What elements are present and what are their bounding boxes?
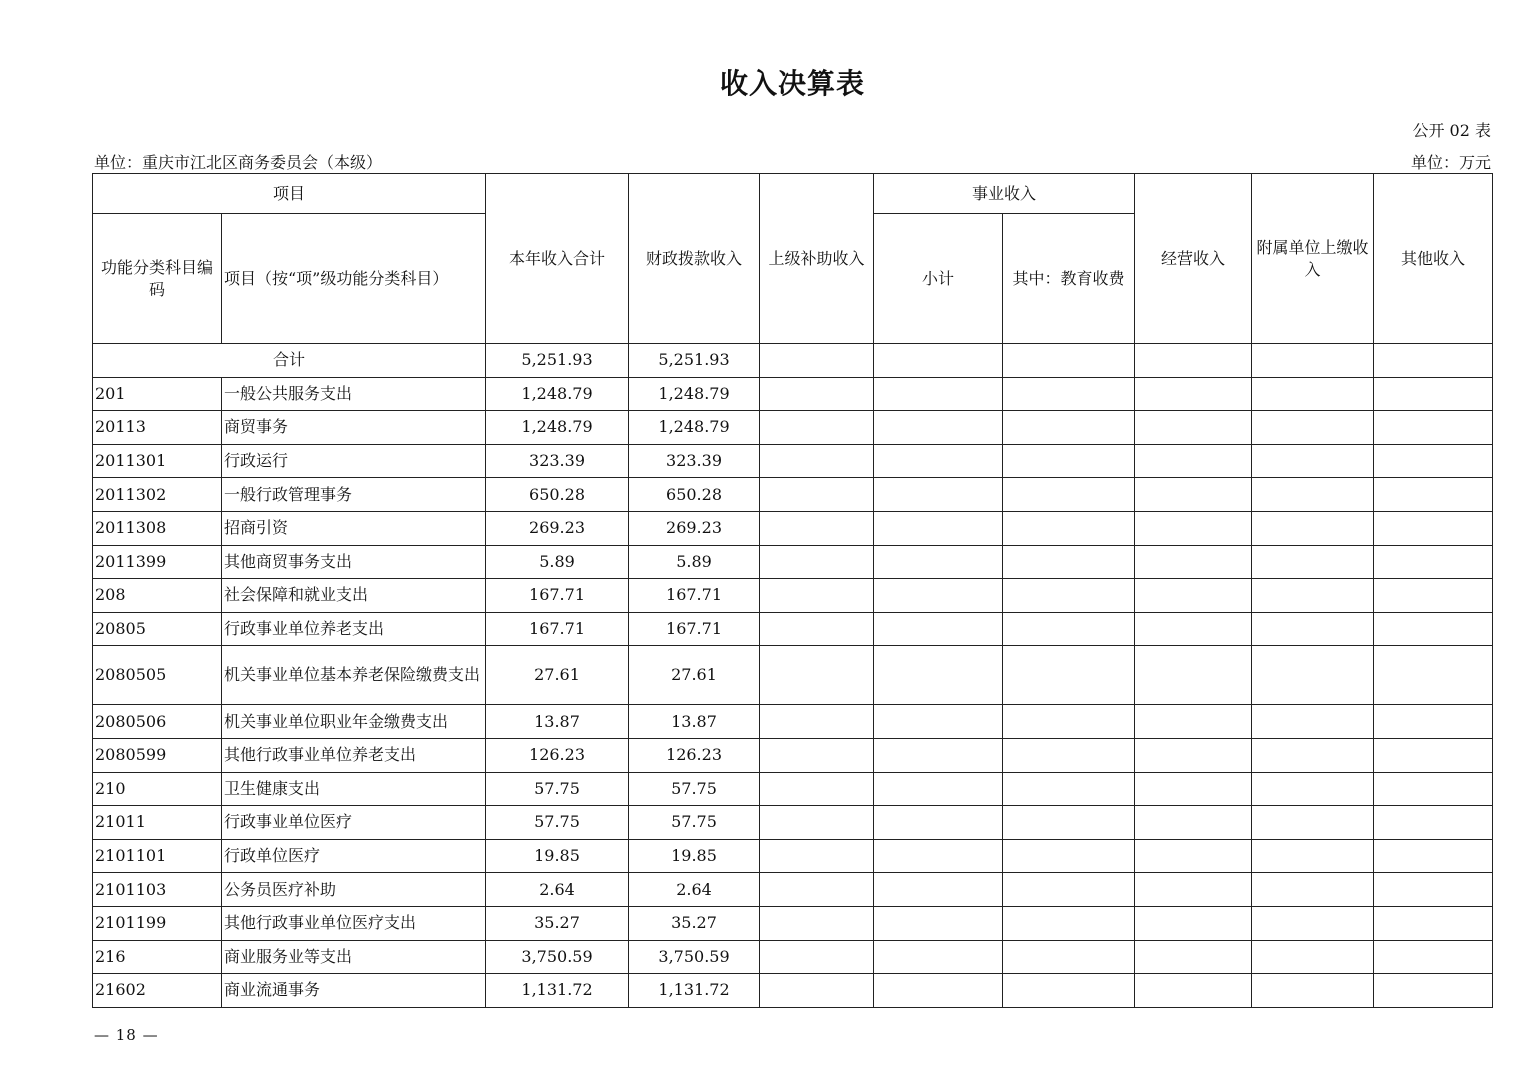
row-name: 机关事业单位职业年金缴费支出 (222, 705, 486, 739)
empty-cell (1374, 940, 1493, 974)
empty-cell (1252, 612, 1374, 646)
row-total: 13.87 (486, 705, 629, 739)
row-code: 20805 (93, 612, 222, 646)
empty-cell (1252, 873, 1374, 907)
empty-cell (1135, 806, 1252, 840)
empty-cell (760, 579, 874, 613)
empty-cell (1003, 906, 1135, 940)
unit-currency: 单位：万元 (1410, 153, 1491, 172)
row-total: 167.71 (486, 579, 629, 613)
empty-cell (1252, 579, 1374, 613)
total-amount: 5,251.93 (486, 344, 629, 378)
row-name: 社会保障和就业支出 (222, 579, 486, 613)
empty-cell (760, 772, 874, 806)
empty-cell (1003, 839, 1135, 873)
row-fiscal: 57.75 (629, 806, 760, 840)
row-fiscal: 323.39 (629, 444, 760, 478)
empty-cell (1252, 705, 1374, 739)
row-code: 2101101 (93, 839, 222, 873)
empty-cell (1252, 772, 1374, 806)
empty-cell (874, 511, 1003, 545)
row-total: 27.61 (486, 646, 629, 705)
row-name: 一般公共服务支出 (222, 377, 486, 411)
row-name: 招商引资 (222, 511, 486, 545)
empty-cell (1252, 344, 1374, 378)
row-code: 2101199 (93, 906, 222, 940)
empty-cell (1003, 545, 1135, 579)
empty-cell (1252, 411, 1374, 445)
row-fiscal: 126.23 (629, 738, 760, 772)
header-name: 项目（按“项”级功能分类科目） (222, 214, 486, 344)
row-fiscal: 1,248.79 (629, 411, 760, 445)
row-total: 1,131.72 (486, 974, 629, 1008)
empty-cell (1135, 738, 1252, 772)
row-fiscal: 650.28 (629, 478, 760, 512)
row-total: 126.23 (486, 738, 629, 772)
empty-cell (760, 738, 874, 772)
empty-cell (1135, 411, 1252, 445)
empty-cell (1252, 377, 1374, 411)
empty-cell (760, 906, 874, 940)
empty-cell (1003, 705, 1135, 739)
table-row (93, 579, 1493, 613)
row-code: 210 (93, 772, 222, 806)
row-code: 2080506 (93, 705, 222, 739)
empty-cell (1374, 377, 1493, 411)
row-name: 商业流通事务 (222, 974, 486, 1008)
row-fiscal: 5.89 (629, 545, 760, 579)
empty-cell (1374, 873, 1493, 907)
row-code: 2011399 (93, 545, 222, 579)
empty-cell (874, 444, 1003, 478)
empty-cell (1135, 444, 1252, 478)
row-total: 5.89 (486, 545, 629, 579)
row-total: 57.75 (486, 772, 629, 806)
row-total: 167.71 (486, 612, 629, 646)
empty-cell (874, 738, 1003, 772)
empty-cell (1135, 377, 1252, 411)
header-operating: 经营收入 (1135, 174, 1252, 344)
header-subtotal: 小计 (874, 214, 1003, 344)
row-fiscal: 2.64 (629, 873, 760, 907)
empty-cell (874, 344, 1003, 378)
empty-cell (1135, 940, 1252, 974)
empty-cell (1252, 940, 1374, 974)
row-total: 35.27 (486, 906, 629, 940)
table-number: 公开 02 表 (1412, 121, 1491, 140)
row-total: 1,248.79 (486, 411, 629, 445)
row-fiscal: 35.27 (629, 906, 760, 940)
empty-cell (874, 411, 1003, 445)
empty-cell (1003, 806, 1135, 840)
row-fiscal: 167.71 (629, 579, 760, 613)
empty-cell (1003, 738, 1135, 772)
page-number: — 18 — (94, 1026, 159, 1044)
table-body (93, 344, 1493, 1008)
empty-cell (1252, 806, 1374, 840)
empty-cell (1135, 344, 1252, 378)
header-affiliated: 附属单位上缴收入 (1252, 174, 1374, 344)
row-fiscal: 13.87 (629, 705, 760, 739)
empty-cell (1374, 411, 1493, 445)
row-code: 208 (93, 579, 222, 613)
row-name: 商贸事务 (222, 411, 486, 445)
empty-cell (1252, 444, 1374, 478)
empty-cell (1003, 772, 1135, 806)
page-title: 收入决算表 (719, 67, 865, 100)
empty-cell (1374, 478, 1493, 512)
row-name: 行政单位医疗 (222, 839, 486, 873)
empty-cell (874, 974, 1003, 1008)
empty-cell (874, 906, 1003, 940)
row-name: 行政运行 (222, 444, 486, 478)
row-fiscal: 167.71 (629, 612, 760, 646)
row-name: 其他行政事业单位养老支出 (222, 738, 486, 772)
row-code: 20113 (93, 411, 222, 445)
row-name: 一般行政管理事务 (222, 478, 486, 512)
row-name: 卫生健康支出 (222, 772, 486, 806)
table-row (93, 545, 1493, 579)
empty-cell (1374, 806, 1493, 840)
row-name: 行政事业单位医疗 (222, 806, 486, 840)
empty-cell (1252, 974, 1374, 1008)
empty-cell (760, 545, 874, 579)
empty-cell (760, 511, 874, 545)
empty-cell (1374, 444, 1493, 478)
row-total: 269.23 (486, 511, 629, 545)
table-row (93, 873, 1493, 907)
row-code: 2101103 (93, 873, 222, 907)
empty-cell (1135, 873, 1252, 907)
unit-organization: 单位：重庆市江北区商务委员会（本级） (94, 153, 383, 172)
empty-cell (760, 974, 874, 1008)
empty-cell (760, 344, 874, 378)
row-total: 650.28 (486, 478, 629, 512)
empty-cell (1135, 974, 1252, 1008)
header-business: 事业收入 (874, 174, 1135, 214)
table-row (93, 906, 1493, 940)
empty-cell (874, 806, 1003, 840)
empty-cell (760, 411, 874, 445)
row-total: 19.85 (486, 839, 629, 873)
row-total: 1,248.79 (486, 377, 629, 411)
total-fiscal: 5,251.93 (629, 344, 760, 378)
empty-cell (760, 705, 874, 739)
empty-cell (874, 579, 1003, 613)
empty-cell (760, 612, 874, 646)
empty-cell (760, 839, 874, 873)
empty-cell (874, 646, 1003, 705)
row-total: 3,750.59 (486, 940, 629, 974)
empty-cell (1252, 906, 1374, 940)
table-row (93, 839, 1493, 873)
empty-cell (1003, 444, 1135, 478)
empty-cell (874, 545, 1003, 579)
empty-cell (874, 839, 1003, 873)
empty-cell (1135, 579, 1252, 613)
row-fiscal: 57.75 (629, 772, 760, 806)
empty-cell (1252, 738, 1374, 772)
table-row (93, 377, 1493, 411)
row-fiscal: 27.61 (629, 646, 760, 705)
row-code: 2011308 (93, 511, 222, 545)
table-row (93, 974, 1493, 1008)
row-fiscal: 1,248.79 (629, 377, 760, 411)
empty-cell (1135, 511, 1252, 545)
empty-cell (760, 940, 874, 974)
row-name: 公务员医疗补助 (222, 873, 486, 907)
empty-cell (1003, 511, 1135, 545)
empty-cell (1252, 646, 1374, 705)
empty-cell (874, 705, 1003, 739)
table-row (93, 411, 1493, 445)
empty-cell (1374, 545, 1493, 579)
row-code: 21602 (93, 974, 222, 1008)
empty-cell (1135, 772, 1252, 806)
empty-cell (1374, 705, 1493, 739)
table-row (93, 511, 1493, 545)
empty-cell (760, 806, 874, 840)
empty-cell (1374, 612, 1493, 646)
income-table (92, 173, 1493, 1008)
row-code: 2011302 (93, 478, 222, 512)
empty-cell (1003, 411, 1135, 445)
empty-cell (874, 612, 1003, 646)
row-name: 商业服务业等支出 (222, 940, 486, 974)
empty-cell (1003, 377, 1135, 411)
header-education: 其中：教育收费 (1003, 214, 1135, 344)
empty-cell (1135, 478, 1252, 512)
empty-cell (1003, 344, 1135, 378)
empty-cell (1374, 839, 1493, 873)
empty-cell (1252, 545, 1374, 579)
empty-cell (760, 444, 874, 478)
row-code: 2080505 (93, 646, 222, 705)
table-row (93, 806, 1493, 840)
empty-cell (1135, 612, 1252, 646)
empty-cell (1374, 772, 1493, 806)
empty-cell (1252, 511, 1374, 545)
empty-cell (760, 873, 874, 907)
empty-cell (1374, 579, 1493, 613)
total-label: 合计 (93, 344, 486, 378)
table-row (93, 772, 1493, 806)
empty-cell (1135, 839, 1252, 873)
header-total: 本年收入合计 (486, 174, 629, 344)
header-superior: 上级补助收入 (760, 174, 874, 344)
table-header (93, 174, 1493, 344)
table-row (93, 940, 1493, 974)
empty-cell (1374, 974, 1493, 1008)
row-fiscal: 3,750.59 (629, 940, 760, 974)
row-name: 行政事业单位养老支出 (222, 612, 486, 646)
header-other: 其他收入 (1374, 174, 1493, 344)
empty-cell (1135, 705, 1252, 739)
row-code: 216 (93, 940, 222, 974)
empty-cell (874, 772, 1003, 806)
header-item: 项目 (93, 174, 486, 214)
row-total: 323.39 (486, 444, 629, 478)
empty-cell (1003, 873, 1135, 907)
row-name: 机关事业单位基本养老保险缴费支出 (222, 646, 486, 705)
empty-cell (1003, 646, 1135, 705)
row-total: 57.75 (486, 806, 629, 840)
empty-cell (760, 646, 874, 705)
table-row (93, 478, 1493, 512)
table-row (93, 612, 1493, 646)
row-fiscal: 269.23 (629, 511, 760, 545)
row-code: 21011 (93, 806, 222, 840)
header-fiscal: 财政拨款收入 (629, 174, 760, 344)
empty-cell (1003, 579, 1135, 613)
empty-cell (1374, 738, 1493, 772)
table-row (93, 444, 1493, 478)
total-row (93, 344, 1493, 378)
empty-cell (1374, 906, 1493, 940)
header-code: 功能分类科目编码 (93, 214, 222, 344)
empty-cell (874, 940, 1003, 974)
empty-cell (1374, 344, 1493, 378)
empty-cell (874, 873, 1003, 907)
empty-cell (1135, 545, 1252, 579)
row-name: 其他商贸事务支出 (222, 545, 486, 579)
empty-cell (1003, 612, 1135, 646)
row-fiscal: 19.85 (629, 839, 760, 873)
row-name: 其他行政事业单位医疗支出 (222, 906, 486, 940)
row-fiscal: 1,131.72 (629, 974, 760, 1008)
empty-cell (760, 377, 874, 411)
row-code: 2011301 (93, 444, 222, 478)
table-row (93, 738, 1493, 772)
row-total: 2.64 (486, 873, 629, 907)
row-code: 201 (93, 377, 222, 411)
empty-cell (760, 478, 874, 512)
empty-cell (874, 377, 1003, 411)
empty-cell (1135, 906, 1252, 940)
empty-cell (874, 478, 1003, 512)
empty-cell (1003, 478, 1135, 512)
table-row (93, 646, 1493, 705)
empty-cell (1374, 511, 1493, 545)
empty-cell (1374, 646, 1493, 705)
empty-cell (1252, 478, 1374, 512)
empty-cell (1003, 940, 1135, 974)
empty-cell (1003, 974, 1135, 1008)
empty-cell (1135, 646, 1252, 705)
empty-cell (1252, 839, 1374, 873)
row-code: 2080599 (93, 738, 222, 772)
table-row (93, 705, 1493, 739)
